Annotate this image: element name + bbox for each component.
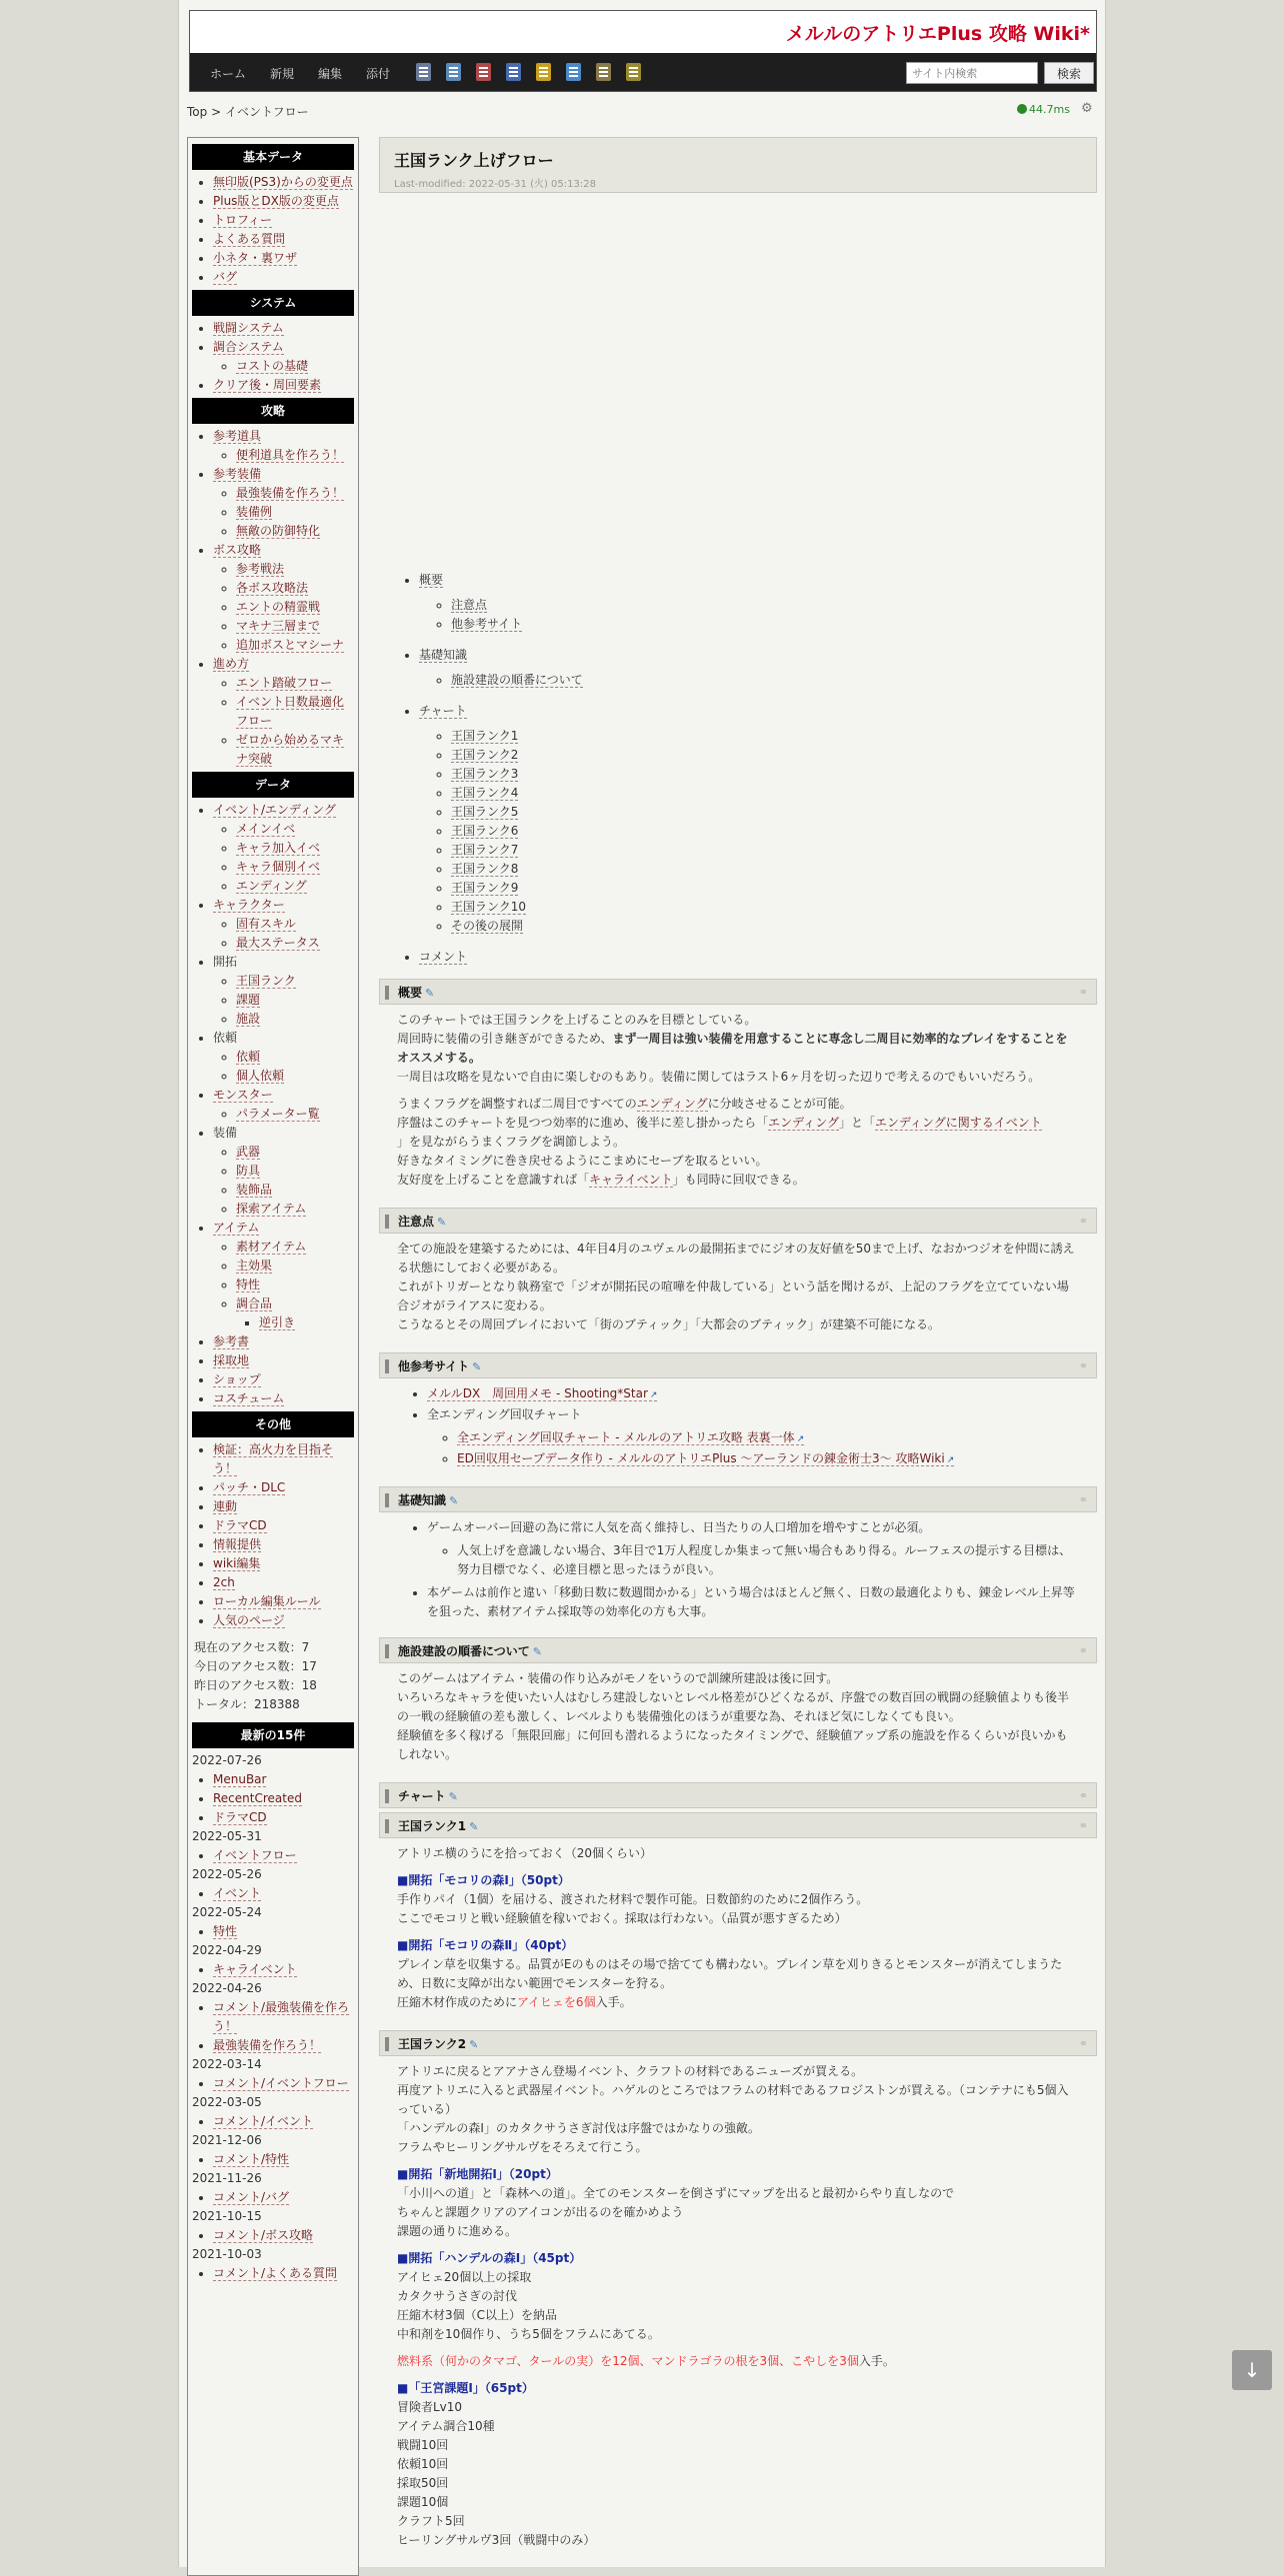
counter-today: 今日のアクセス数：17 [194, 1659, 317, 1673]
link-ending[interactable]: エンディング [768, 1116, 839, 1130]
section-heading-overview [379, 979, 1097, 1005]
recent-date: 2021-10-03 [192, 2247, 262, 2261]
anchor-icon[interactable]: ⚭ [1078, 1819, 1088, 1832]
site-title[interactable]: メルルのアトリエPlus 攻略 Wiki* [785, 23, 1090, 45]
anchor-icon[interactable]: ⚭ [1078, 1215, 1088, 1228]
recent-date: 2022-04-26 [192, 1981, 262, 1995]
title-box [379, 137, 1097, 193]
recent-date: 2022-03-14 [192, 2057, 262, 2071]
sidebar-item[interactable]: 参考書 [213, 1334, 250, 1348]
toc-item[interactable]: 王国ランク7 [451, 843, 519, 857]
recent-changes [192, 1751, 354, 2283]
sidebar-item[interactable]: ローカル編集ルール [213, 1594, 321, 1608]
sidebar-item[interactable]: 進め方 [213, 657, 250, 671]
anchor-icon[interactable]: ⚭ [1078, 1359, 1088, 1372]
text: このチャートでは王国ランクを上げることのみを目標としている。 [397, 1013, 757, 1027]
text: 全ての施設を建築するためには、4年目4月のユヴェルの最開拓までにジオの友好値を50まで上げ、なおかつジオを仲間に誘える状態にしておく必要がある。 [397, 1242, 1075, 1275]
text: カタクサうさぎの討伐 [397, 2289, 518, 2303]
sidebar-item[interactable]: 探索アイテム [236, 1202, 307, 1216]
text: に分岐させることが可能。 [707, 1097, 852, 1111]
sidebar-item: 開拓 [213, 955, 238, 969]
counter-yesterday: 昨日のアクセス数：18 [194, 1678, 317, 1692]
sidebar-item[interactable]: 小ネタ・裏ワザ [213, 251, 298, 265]
sidebar-item[interactable]: wiki編集 [213, 1556, 261, 1570]
arrow-down-icon[interactable]: ↓ [1232, 2350, 1272, 2390]
toc-item[interactable]: 王国ランク4 [451, 786, 519, 800]
edit-icon[interactable]: ✎ [532, 1645, 542, 1658]
section-body-notes [379, 1234, 1097, 1348]
toc-item[interactable]: 王国ランク2 [451, 748, 519, 762]
sidebar-item[interactable]: 連動 [213, 1499, 238, 1513]
section-title: チャート [398, 1789, 446, 1803]
table-of-contents [379, 571, 1097, 967]
sidebar-item[interactable]: エントの精霊戦 [236, 600, 321, 614]
external-link[interactable]: ED回収用セーブデータ作り - メルルのアトリエPlus ～アーランドの錬金術士3～ 攻略Wiki ↗ [457, 1451, 954, 1466]
sidebar-item[interactable]: 各ボス攻略法 [236, 581, 309, 595]
subheading: ■開拓「モコリの森Ⅰ」（50pt） [397, 1873, 570, 1887]
text: ヒーリングサルヴ3回（戦闘中のみ） [397, 2533, 596, 2547]
text: 「小川への道」と「森林への道」。全てのモンスターを倒さずにマップを出ると最初からやり直しなので [397, 2186, 955, 2200]
counter-now: 現在のアクセス数：7 [194, 1640, 310, 1654]
edit-icon[interactable]: ✎ [472, 1360, 482, 1373]
text: 経験値を多く稼げる「無限回廊」に何回も潜れるようになったタイミングで、経験値アップ系の施設を作るくらいが良いかもしれない。 [397, 1728, 1068, 1761]
text: アイヒェ20個以上の採取 [397, 2270, 532, 2284]
counter-total: トータル：218388 [194, 1697, 300, 1711]
sidebar-item[interactable]: バグ [213, 270, 238, 284]
link-ending-events[interactable]: エンディングに関するイベント [875, 1116, 1042, 1130]
text: 中和剤を10個作り、うち5個をフラムにあてる。 [397, 2327, 660, 2341]
sidebar-item[interactable]: 課題 [236, 993, 261, 1007]
recent-item[interactable]: コメント/よくある質問 [213, 2266, 338, 2280]
recent-date: 2022-05-26 [192, 1867, 262, 1881]
toc-item[interactable]: 基礎知識 [419, 648, 468, 662]
text: 入手。 [595, 1995, 632, 2009]
edit-icon[interactable]: ✎ [437, 1216, 447, 1229]
anchor-icon[interactable]: ⚭ [1078, 1493, 1088, 1506]
recent-item[interactable]: 最強装備を作ろう！ [213, 2038, 322, 2052]
text: ゲームオーバー回避の為に常に人気を高く維持し、日当たりの人口増加を増やすことが必須。 [427, 1520, 931, 1534]
text: フラムやヒーリングサルヴをそろえて行こう。 [397, 2140, 648, 2154]
external-link[interactable]: メルルDX 周回用メモ - Shooting*Star ↗ [427, 1386, 657, 1401]
text: 戦闘10回 [397, 2438, 449, 2452]
toc-item[interactable]: 王国ランク1 [451, 729, 519, 743]
subheading: ■開拓「モコリの森Ⅱ」（40pt） [397, 1938, 574, 1952]
text: 圧縮木材3個（C以上）を納品 [397, 2308, 558, 2322]
sidebar-item[interactable]: ゼロから始めるマキナ突破 [236, 733, 345, 766]
edit-icon[interactable]: ✎ [425, 987, 435, 1000]
section-title: 王国ランク1 [398, 1819, 467, 1833]
sidebar-item[interactable]: 装備例 [236, 505, 273, 519]
sidebar-item[interactable]: コスチューム [213, 1391, 285, 1405]
recent-date: 2022-05-24 [192, 1905, 262, 1919]
anchor-icon[interactable]: ⚭ [1078, 1644, 1088, 1657]
sidebar-item[interactable]: 特性 [236, 1278, 261, 1291]
sidebar-item[interactable]: パッチ・DLC [213, 1480, 286, 1494]
recent-date: 2021-10-15 [192, 2209, 262, 2223]
section-body-rank1 [379, 1838, 1097, 2026]
text: ちゃんと課題クリアのアイコンが出るのを確かめよう [397, 2205, 684, 2219]
sidebar-item[interactable]: キャラ加入イベ [236, 841, 321, 855]
backup-icon[interactable] [536, 63, 551, 81]
search-button[interactable]: 検索 [1044, 62, 1094, 84]
text: 依頼10回 [397, 2457, 449, 2471]
sidebar-item[interactable]: トロフィー [213, 213, 273, 227]
recent-item[interactable]: コメント/イベントフロー [213, 2076, 349, 2090]
text: ここでモコリと戦い経験値を稼いでおく。採取は行わない。（品質が悪すぎるため） [397, 1911, 847, 1925]
sidebar-heading-strategy: 攻略 [192, 398, 354, 424]
sidebar-item[interactable]: 参考道具 [213, 429, 262, 443]
toc-item[interactable]: 他参考サイト [451, 617, 523, 631]
recent-date: 2022-05-31 [192, 1829, 262, 1843]
sidebar-heading-basic: 基本データ [192, 144, 354, 170]
text: 人気上げを意識しない場合、3年目で1万人程度しか集まって無い場合もあり得る。ルーフェスの提示する目標は、努力目標でなく、必達目標と思ったほうが良い。 [457, 1543, 1072, 1576]
sidebar-item[interactable]: メインイベ [236, 822, 296, 836]
text: 」を見ながらうまくフラグを調節しよう。 [397, 1135, 626, 1149]
edit-icon[interactable]: ✎ [448, 1790, 458, 1803]
sidebar-item[interactable]: Plus版とDX版の変更点 [213, 194, 339, 208]
render-time [1017, 103, 1070, 116]
text: これがトリガーとなり執務室で「ジオが開拓民の喧嘩を仲裁している」という話を聞けるが、上記のフラグを立てていない場合ジオがライアスに変わる。 [397, 1280, 1069, 1312]
external-link[interactable]: 全エンディング回収チャート - メルルのアトリエ攻略 表裏一体 ↗ [457, 1430, 804, 1445]
edit-icon[interactable]: ✎ [469, 2038, 479, 2051]
text: うまくフラグを調整すれば二周目ですべての [397, 1097, 637, 1111]
text: 」と「 [838, 1116, 875, 1130]
sidebar-item[interactable]: 最大ステータス [236, 936, 320, 950]
text: 本ゲームは前作と違い「移動日数に数週間かかる」という場合はほとんど無く、日数の最適化よりも、錬金レベル上昇等を狙った、素材アイテム採取等の効率化の方も大事。 [427, 1585, 1075, 1618]
page-title: 王国ランク上げフロー [394, 151, 554, 170]
text: このゲームはアイテム・装備の作り込みがモノをいうので訓練所建設は後に回す。 [397, 1671, 839, 1685]
sidebar-item[interactable]: ボス攻略 [213, 543, 262, 557]
toc-item[interactable]: 王国ランク10 [451, 900, 527, 914]
text: クラフト5回 [397, 2514, 465, 2528]
freeze-icon[interactable] [476, 63, 491, 81]
nav-bar [190, 53, 1096, 91]
sidebar-item[interactable]: 戦闘システム [213, 321, 284, 335]
recent-item[interactable]: MenuBar [213, 1772, 267, 1786]
sidebar-item[interactable]: アイテム [213, 1221, 260, 1235]
breadcrumb-top[interactable]: Top [187, 105, 208, 119]
text: 再度アトリエに入ると武器屋イベント。ハゲルのところではフラムの材料であるフロジストンが買える。（コンテナにも5個入っている） [397, 2083, 1069, 2116]
header [189, 10, 1097, 92]
link-ending[interactable]: エンディング [636, 1097, 708, 1111]
last-modified: Last-modified: 2022-05-31 (火) 05:13:28 [394, 179, 596, 190]
sidebar-item[interactable]: 無敵の防御特化 [236, 524, 321, 538]
text: 入手。 [858, 2354, 895, 2368]
section-body-overview [379, 1005, 1097, 1204]
bold-text: まず一周目は強い装備を用意することに専念し二周目に効率的なプレイをすることをオススメする。 [397, 1032, 1068, 1065]
sidebar-item[interactable]: 最強装備を作ろう！ [236, 486, 345, 500]
nav-edit[interactable]: 編集 [318, 67, 343, 81]
subheading: ■開拓「ハンデルの森Ⅰ」（45pt） [397, 2251, 582, 2265]
text: いろいろなキャラを使いたい人はむしろ建設しないとレベル格差がひどくなるが、序盤での数百回の戦闘の経験値よりも後半の一戦の経験値の差も激しく、レベルよりも装備強化のほうが重要な為、それほど気にしなくても良い。 [397, 1690, 1070, 1723]
recent-item[interactable]: RecentCreated [213, 1791, 302, 1805]
render-time-value: 44.7ms [1029, 103, 1070, 116]
sidebar-heading-system: システム [192, 290, 354, 316]
breadcrumb [187, 103, 309, 120]
sidebar-item[interactable]: 無印版(PS3)からの変更点 [213, 175, 353, 189]
subheading: ■開拓「新地開拓Ⅰ」（20pt） [397, 2167, 558, 2181]
section-heading-sites [379, 1352, 1097, 1378]
access-counter [194, 1638, 352, 1714]
toc-item[interactable]: 王国ランク6 [451, 824, 519, 838]
section-heading-rank1 [379, 1812, 1097, 1838]
sidebar-item[interactable]: エンディング [236, 879, 307, 893]
toc-item[interactable]: コメント [419, 950, 468, 964]
sidebar [187, 137, 359, 2576]
sidebar-item[interactable]: エント踏破フロー [236, 676, 333, 690]
sidebar-item[interactable]: 調合品 [236, 1296, 273, 1310]
toc-item[interactable]: チャート [419, 704, 467, 718]
text: 手作りパイ（1個）を届ける、渡された材料で製作可能。日数節約のために2個作ろう。 [397, 1892, 869, 1906]
sidebar-item[interactable]: 固有スキル [236, 917, 296, 931]
text: 課題の通りに進める。 [397, 2224, 518, 2238]
subheading: ■「王宮課題Ⅰ」（65pt） [397, 2381, 534, 2395]
text: 「ハンデルの森Ⅰ」のカタクサうさぎ討伐は序盤ではかなりの強敵。 [397, 2121, 760, 2135]
recent-item[interactable]: コメント/バグ [213, 2190, 290, 2204]
check-icon [1017, 104, 1027, 114]
text: アイテム調合10種 [397, 2419, 495, 2433]
sidebar-item[interactable]: 調合システム [213, 340, 284, 354]
attach-icon[interactable] [566, 63, 581, 81]
sidebar-item[interactable]: 検証：高火力を目指そう！ [213, 1442, 334, 1475]
nav-new[interactable]: 新規 [270, 67, 295, 81]
new-page-icon[interactable] [416, 63, 431, 81]
recent-item[interactable]: 特性 [213, 1924, 238, 1938]
recent-date: 2021-12-06 [192, 2133, 262, 2147]
sidebar-item[interactable]: 素材アイテム [236, 1240, 307, 1254]
text: 序盤はこのチャートを見つつ効率的に進め、後半に差し掛かったら「 [397, 1116, 769, 1130]
sidebar-item[interactable]: 防具 [236, 1164, 261, 1178]
toc-item[interactable]: 王国ランク8 [451, 862, 519, 876]
breadcrumb-current: イベントフロー [224, 105, 309, 119]
sidebar-item[interactable]: モンスター [213, 1088, 273, 1102]
sidebar-item[interactable]: 施設 [236, 1012, 261, 1026]
text: 課題10個 [397, 2495, 449, 2509]
copy-icon[interactable] [596, 63, 611, 81]
recent-item[interactable]: イベントフロー [213, 1848, 297, 1862]
section-heading-facility [379, 1637, 1097, 1663]
sidebar-item[interactable]: 主効果 [236, 1259, 273, 1273]
anchor-icon[interactable]: ⚭ [1078, 986, 1088, 999]
text: アトリエに戻るとアアナさん登場イベント、クラフトの材料であるニューズが買える。 [397, 2064, 864, 2078]
text: 周回時に装備の引き継ぎができるため、 [397, 1032, 613, 1046]
sidebar-item[interactable]: ドラマCD [213, 1518, 267, 1532]
edit-icon[interactable]: ✎ [449, 1494, 459, 1507]
section-title: 基礎知識 [398, 1493, 447, 1507]
nav-home[interactable]: ホーム [210, 67, 247, 81]
text: 好きなタイミングに巻き戻せるようにこまめにセーブを取るといい。 [397, 1154, 768, 1168]
nav-attach[interactable]: 添付 [366, 67, 391, 81]
sidebar-item[interactable]: 逆引き [259, 1315, 296, 1329]
sidebar-item[interactable]: ショップ [213, 1372, 261, 1386]
toc-item[interactable]: 王国ランク9 [451, 881, 519, 895]
sidebar-item[interactable]: 個人依頼 [236, 1069, 285, 1083]
recent-item[interactable]: コメント/最強装備を作ろう！ [213, 2000, 350, 2033]
red-text: 燃料系（何かのタマゴ、タールの実）を12個、マンドラゴラの根を3個、こやしを3個 [397, 2354, 859, 2368]
edit-page-icon[interactable] [446, 63, 461, 81]
recent-item[interactable]: コメント/特性 [213, 2152, 290, 2166]
recent-date: 2022-04-29 [192, 1943, 262, 1957]
recent-date: 2022-07-26 [192, 1753, 262, 1767]
rename-icon[interactable] [626, 63, 641, 81]
sidebar-item[interactable]: イベント/エンディング [213, 803, 336, 817]
section-heading-basics [379, 1486, 1097, 1512]
recent-item[interactable]: コメント/イベント [213, 2114, 314, 2128]
sidebar-item: 装備 [213, 1126, 238, 1140]
sidebar-item[interactable]: イベント日数最適化フロー [236, 695, 345, 728]
recent-item[interactable]: イベント [213, 1886, 262, 1900]
section-body-rank2 [379, 2056, 1097, 2564]
link-character-events[interactable]: キャライベント [589, 1173, 673, 1187]
section-body-basics [379, 1512, 1097, 1633]
text: 」も同時に回収できる。 [672, 1173, 805, 1187]
sidebar-item[interactable]: 参考戦法 [236, 562, 285, 576]
text: 友好度を上げることを意識すれば「 [397, 1173, 590, 1187]
sidebar-item[interactable]: 採取地 [213, 1353, 250, 1367]
sidebar-item[interactable]: 参考装備 [213, 467, 262, 481]
diff-icon[interactable] [506, 63, 521, 81]
sidebar-heading-recent: 最新の15件 [192, 1722, 354, 1748]
section-body-sites [379, 1378, 1097, 1482]
sidebar-item[interactable]: キャラクター [213, 898, 285, 912]
recent-date: 2021-11-26 [192, 2171, 262, 2185]
recent-item[interactable]: コメント/ボス攻略 [213, 2228, 314, 2242]
sidebar-item[interactable]: 武器 [236, 1145, 261, 1159]
sidebar-heading-other: その他 [192, 1411, 354, 1437]
text: こうなるとその周回プレイにおいて「街のブティック」「大都会のブティック」が建築不可能になる。 [397, 1317, 941, 1331]
sidebar-item[interactable]: 情報提供 [213, 1537, 262, 1551]
sidebar-item[interactable]: コストの基礎 [236, 359, 309, 373]
main-content [379, 137, 1097, 2564]
section-title: 王国ランク2 [398, 2037, 467, 2051]
sidebar-item[interactable]: クリア後・周回要素 [213, 378, 322, 392]
section-heading-rank2 [379, 2030, 1097, 2056]
toc-item[interactable]: 王国ランク5 [451, 805, 519, 819]
section-title: 概要 [398, 986, 423, 1000]
search-input[interactable] [906, 62, 1038, 84]
anchor-icon[interactable]: ⚭ [1078, 2037, 1088, 2050]
sidebar-item[interactable]: 人気のページ [213, 1613, 285, 1627]
text: 採取50回 [397, 2476, 449, 2490]
toc-item[interactable]: その後の展開 [451, 919, 524, 933]
section-heading-chart [379, 1782, 1097, 1808]
sidebar-item[interactable]: パラメーター覧 [236, 1107, 320, 1121]
edit-icon[interactable]: ✎ [469, 1820, 479, 1833]
recent-item[interactable]: キャライベント [213, 1962, 297, 1976]
breadcrumb-separator: > [207, 105, 225, 119]
page [178, 0, 1106, 2567]
section-title: 注意点 [398, 1215, 435, 1229]
sidebar-item[interactable]: キャラ個別イベ [236, 860, 321, 874]
recent-date: 2022-03-05 [192, 2095, 262, 2109]
anchor-icon[interactable]: ⚭ [1078, 1789, 1088, 1802]
sidebar-item[interactable]: 依頼 [236, 1050, 261, 1064]
sidebar-item: 依頼 [213, 1031, 238, 1045]
sidebar-item[interactable]: 追加ボスとマシーナ [236, 638, 345, 652]
sidebar-item[interactable]: 便利道具を作ろう！ [236, 448, 345, 462]
text: 全エンディング回収チャート [427, 1407, 582, 1421]
sidebar-item[interactable]: 王国ランク [236, 974, 296, 988]
sidebar-item[interactable]: 装飾品 [236, 1183, 273, 1197]
sidebar-heading-data: データ [192, 772, 354, 798]
toc-item[interactable]: 概要 [419, 573, 444, 587]
sidebar-item[interactable]: マキナ三層まで [236, 619, 321, 633]
text: 一周目は攻略を見ないで自由に楽しむのもあり。装備に関してはラスト6ヶ月を切った辺りで考えるのでもいいだろう。 [397, 1070, 1041, 1084]
section-title: 施設建設の順番について [398, 1644, 530, 1658]
recent-item[interactable]: ドラマCD [213, 1810, 267, 1824]
text: プレイン草を収集する。品質がEのものはその場で捨てても構わない。プレイン草を刈りきるとモンスターが消えてしまうため、日数に支障が出ない範囲でモンスターを狩る。 [397, 1957, 1063, 1990]
toc-item[interactable]: 注意点 [451, 598, 488, 612]
text: 冒険者Lv10 [397, 2400, 463, 2414]
section-title: 他参考サイト [398, 1359, 470, 1373]
section-heading-notes [379, 1208, 1097, 1234]
section-body-facility [379, 1663, 1097, 1778]
red-text: アイヒェを6個 [517, 1995, 596, 2009]
text: アトリエ横のうにを拾っておく（20個くらい） [397, 1846, 653, 1860]
gear-icon[interactable]: ⚙ [1081, 101, 1093, 116]
sidebar-item[interactable]: 2ch [213, 1575, 235, 1589]
text: 圧縮木材作成のために [397, 1995, 518, 2009]
toc-rank-list [419, 727, 1097, 936]
toc-item[interactable]: 施設建設の順番について [451, 673, 583, 687]
sidebar-item[interactable]: よくある質問 [213, 232, 286, 246]
toc-item[interactable]: 王国ランク3 [451, 767, 519, 781]
